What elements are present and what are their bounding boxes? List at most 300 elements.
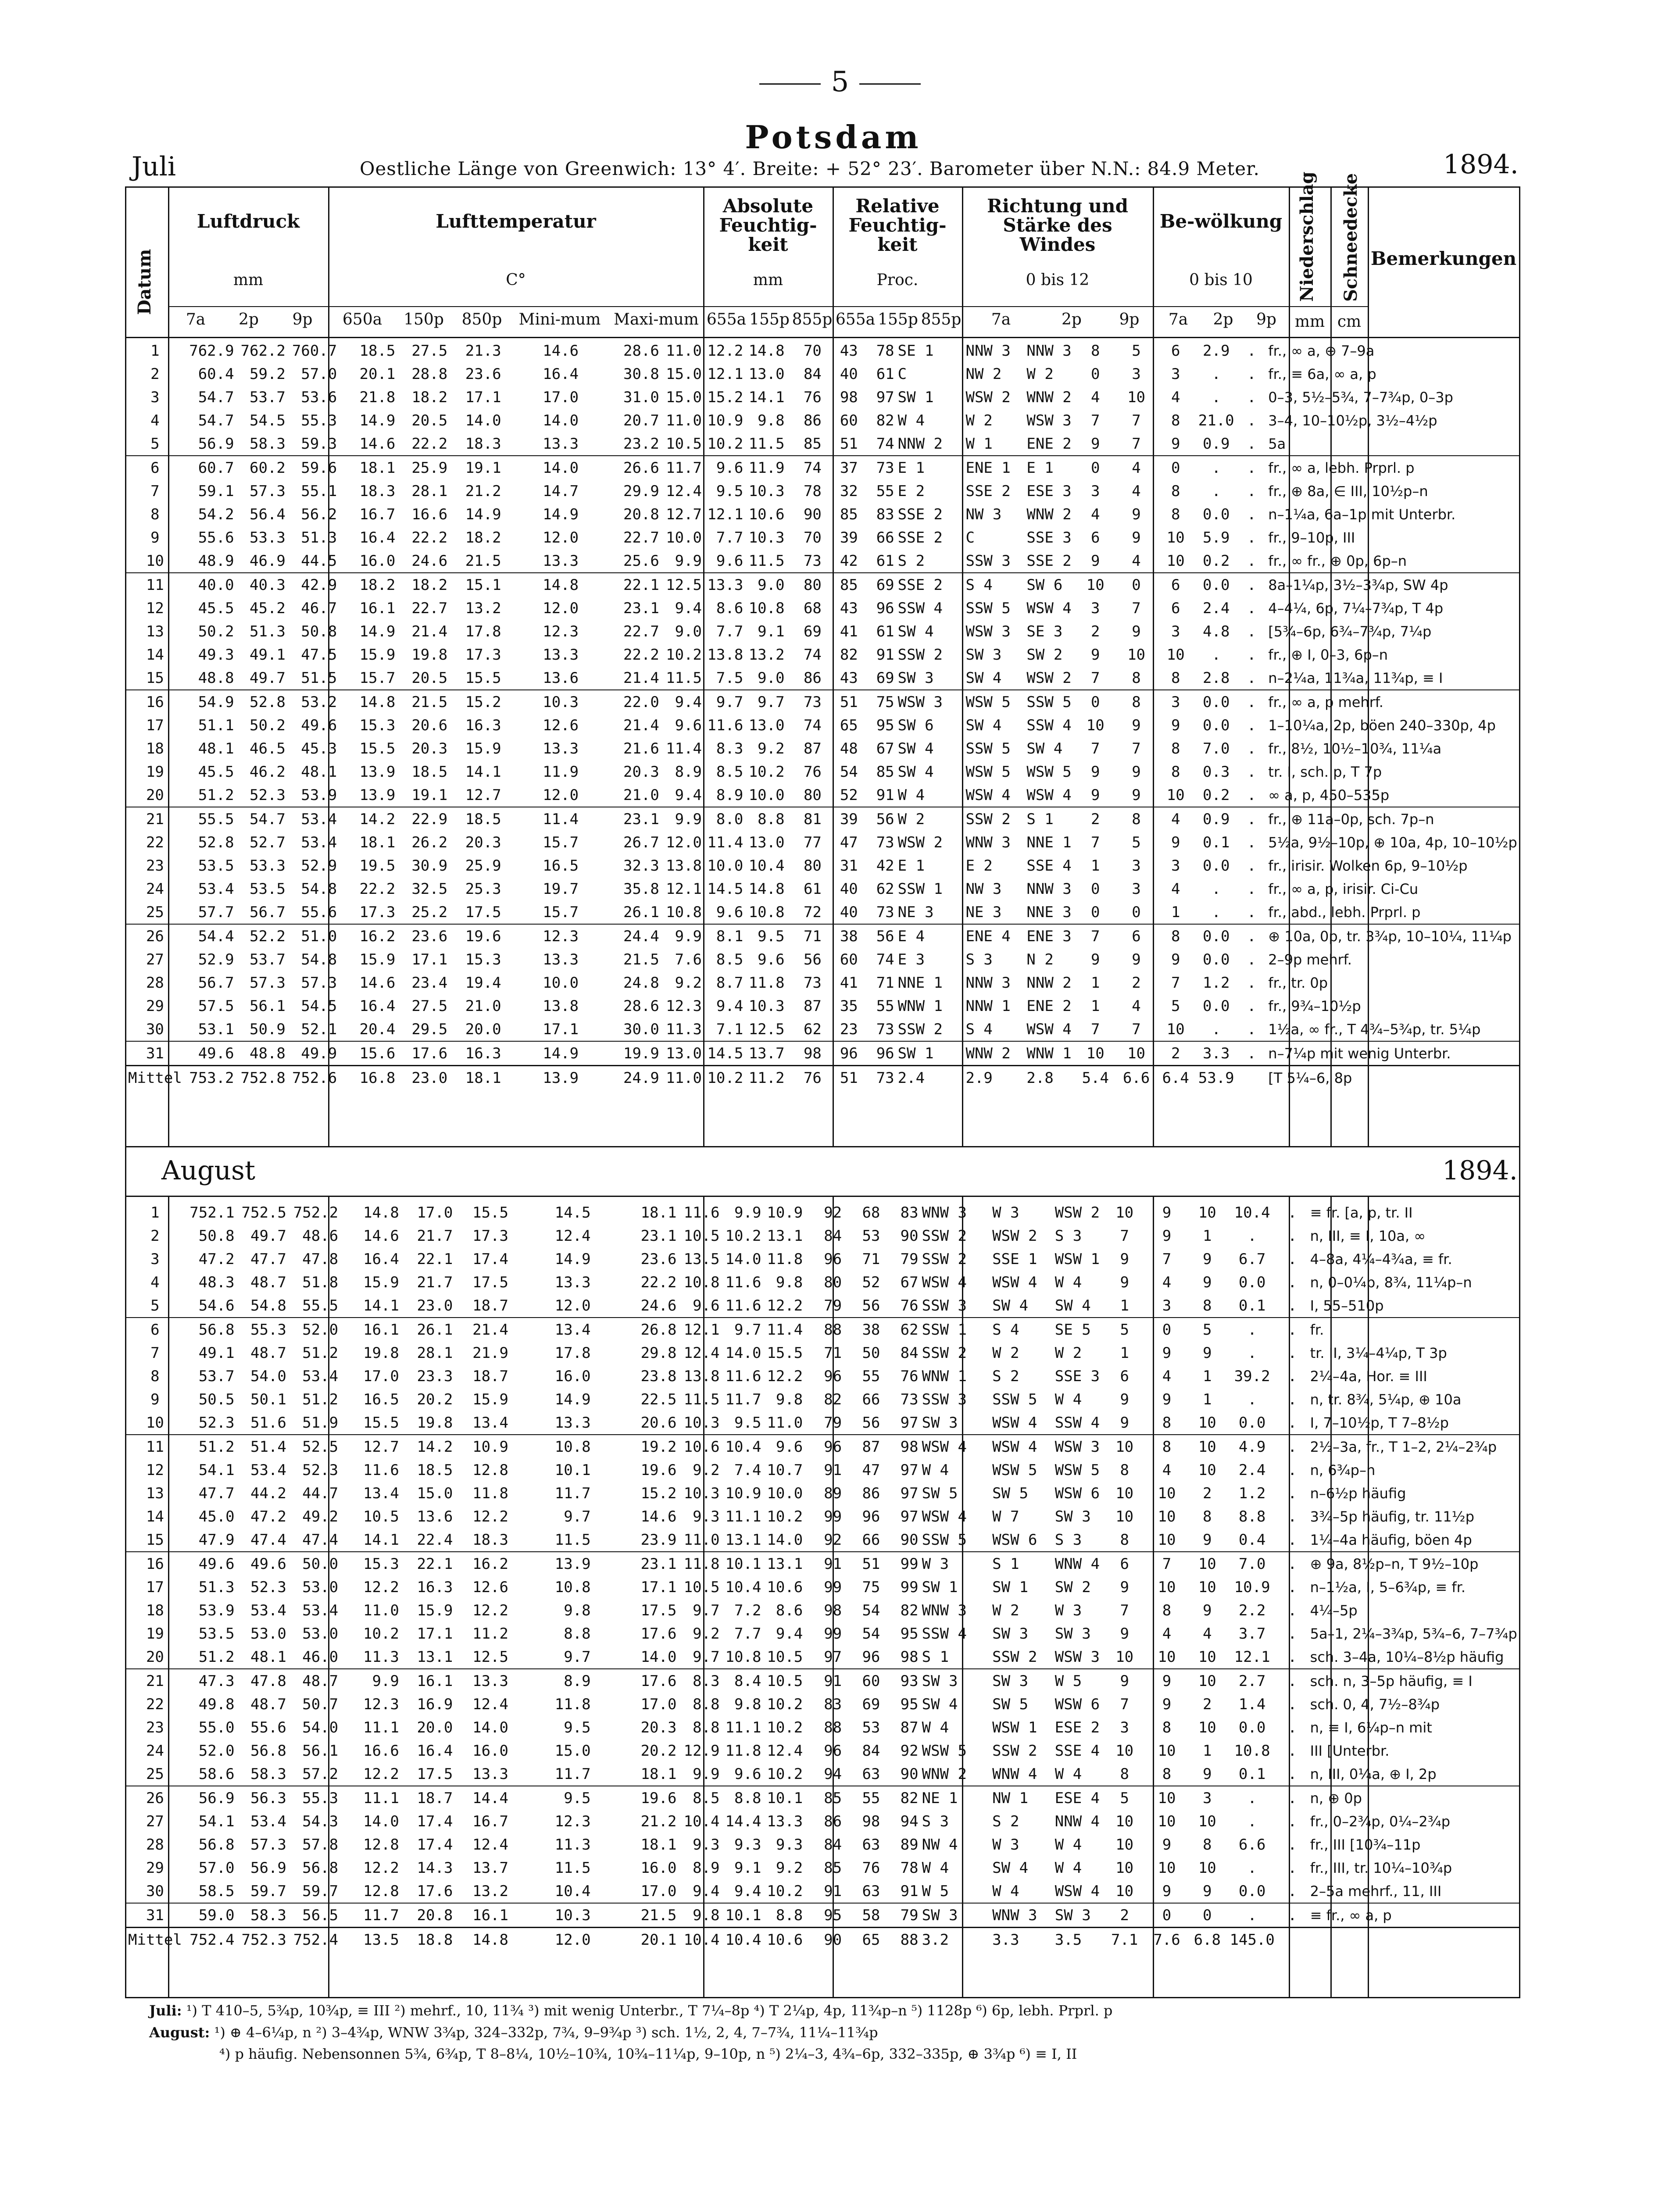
cell: 12.7	[363, 1438, 399, 1456]
cell: 16.3	[465, 716, 501, 734]
cell: 8	[1171, 739, 1180, 757]
cell: 12.7	[666, 505, 702, 523]
table-row	[126, 1435, 1519, 1458]
cell: 14.8	[363, 1204, 399, 1222]
cell: WNW 1	[1026, 1044, 1072, 1062]
cell: 14.1	[363, 1297, 399, 1314]
cell: 7	[1132, 599, 1141, 617]
cell: 11.7	[725, 1390, 761, 1408]
cell: 0	[1132, 576, 1141, 594]
cell: 9.4	[716, 997, 743, 1015]
row-day: 22	[146, 1695, 164, 1713]
cell: 38	[840, 927, 858, 945]
year-label-august: 1894.	[1442, 1155, 1518, 1186]
cell: 47.8	[250, 1672, 286, 1690]
cell: 16.7	[359, 505, 396, 523]
cell: WSW 6	[992, 1531, 1037, 1549]
cell: .	[1212, 365, 1221, 383]
cell: 10.5	[767, 1648, 803, 1666]
cell: SW 4	[992, 1297, 1029, 1314]
footnote-august-text-2: ⁴) p häufig. Nebensonnen 5¾, 6¾p, T 8–8¼, 10½–10¾, 10¾–11¼p, 9–10p, n ⁵) 2¼–3, 4¾–6p, 332–335p, ⊕ 3¾p ⁶) ≡ I, II	[219, 2046, 1077, 2063]
cell: 9.4	[675, 693, 702, 711]
cell: 96	[824, 1367, 842, 1385]
cell: 54.0	[302, 1718, 339, 1736]
cell: 0.2	[1203, 786, 1230, 804]
cell: 21.7	[417, 1227, 453, 1245]
table-row	[126, 666, 1519, 690]
cell: 10.2	[767, 1882, 803, 1900]
header-abs-unit: mm	[753, 271, 783, 289]
table-row	[126, 339, 1519, 362]
cell: 97	[900, 1484, 919, 1502]
cell: 16.2	[472, 1555, 508, 1573]
cell: 84	[824, 1227, 842, 1245]
cell: SW 4	[1054, 1297, 1091, 1314]
cell: 3.5	[1054, 1931, 1082, 1949]
cell: .	[1287, 1250, 1297, 1268]
cell: 11.6	[707, 716, 743, 734]
cell: 11.7	[363, 1906, 399, 1924]
cell: .	[1287, 1204, 1297, 1222]
cell: .	[1212, 482, 1221, 500]
cell: 70	[803, 529, 822, 546]
cell: 12.8	[363, 1882, 399, 1900]
cell: 66	[862, 1531, 880, 1549]
cell: 17.5	[472, 1273, 508, 1291]
cell: SSW 2	[922, 1250, 967, 1268]
cell: 752.3	[241, 1931, 286, 1949]
cell: 13.7	[748, 1044, 785, 1062]
cell: ESE 2	[1054, 1718, 1100, 1736]
cell: 54.5	[249, 411, 286, 429]
table-row	[126, 1856, 1519, 1879]
cell	[1276, 1928, 1308, 1952]
cell: SW 4	[897, 739, 934, 757]
cell: 7.7	[716, 622, 743, 640]
cell: 4	[1162, 1625, 1172, 1643]
cell: 52.0	[198, 1742, 235, 1760]
cell: 10.3	[683, 1414, 720, 1432]
cell: 15.0	[417, 1484, 453, 1502]
table-row	[126, 924, 1519, 948]
cell: 13.4	[472, 1414, 508, 1432]
cell: WSW 4	[992, 1438, 1037, 1456]
row-remark: [T 5¼–6, 8p	[1268, 1069, 1352, 1086]
cell: 3.7	[1238, 1625, 1266, 1643]
cell: WSW 3	[965, 622, 1011, 640]
cell: 49.6	[198, 1555, 235, 1573]
cell: .	[1212, 903, 1221, 921]
table-row	[126, 994, 1519, 1018]
cell: 12.3	[543, 622, 579, 640]
cell: 14.0	[640, 1648, 677, 1666]
cell: 23.1	[623, 599, 659, 617]
cell: 8.4	[734, 1672, 761, 1690]
row-remark	[1308, 1928, 1519, 1952]
cell: 13.5	[683, 1250, 720, 1268]
row-remark: ≡ fr., ∞ a, p	[1310, 1907, 1392, 1924]
cell: 12.7	[465, 786, 501, 804]
cell: 10.1	[725, 1555, 761, 1573]
cell: 2	[1203, 1484, 1212, 1502]
header-rel-unit: Proc.	[876, 271, 919, 289]
cell: 18.3	[359, 482, 396, 500]
cell: 49.1	[249, 646, 286, 664]
cell: 51.4	[250, 1438, 286, 1456]
cell: 57.2	[302, 1765, 339, 1783]
cell: 10	[1158, 1742, 1176, 1760]
cell: SE 3	[1026, 622, 1063, 640]
cell: SE 5	[1054, 1321, 1091, 1339]
cell: 17.0	[417, 1204, 453, 1222]
cell: 9	[1132, 786, 1141, 804]
cell: 10.1	[725, 1906, 761, 1924]
cell: 9.6	[734, 1765, 761, 1783]
cell: 12.4	[472, 1695, 508, 1713]
cell: 2.2	[1238, 1601, 1266, 1619]
row-remark: [5¾–6p, 6¾–7¾p, 7¼p	[1268, 623, 1432, 640]
cell: 8.9	[564, 1672, 591, 1690]
cell: 4	[1132, 997, 1141, 1015]
cell: 8	[1132, 810, 1141, 828]
cell: 52.1	[301, 1020, 337, 1038]
cell: 53.4	[301, 833, 337, 851]
cell: 50.8	[301, 622, 337, 640]
cell: 0	[1091, 903, 1100, 921]
cell: 69	[876, 576, 894, 594]
cell: NNE 1	[1026, 833, 1072, 851]
cell: SW 3	[897, 669, 934, 687]
cell: 10.8	[554, 1438, 591, 1456]
row-day: 10	[146, 1414, 164, 1432]
cell: W 7	[992, 1507, 1019, 1525]
cell: WNW 4	[1054, 1555, 1100, 1573]
cell: 42	[876, 857, 894, 875]
cell: 16.4	[363, 1250, 399, 1268]
cell: 9	[1120, 1414, 1129, 1432]
cell: 55.1	[301, 482, 337, 500]
cell: 145.0	[1230, 1931, 1275, 1949]
cell: .	[1287, 1438, 1297, 1456]
cell: 31.0	[623, 388, 659, 406]
table-row	[126, 971, 1519, 994]
cell: 56.5	[302, 1906, 339, 1924]
cell: 47.2	[250, 1507, 286, 1525]
table-row	[126, 1041, 1519, 1066]
time-label: 655a	[835, 311, 876, 329]
cell: S 3	[1054, 1531, 1082, 1549]
cell: 48.7	[250, 1273, 286, 1291]
cell: NW 2	[965, 365, 1002, 383]
cell: 76	[803, 388, 822, 406]
cell: 45.2	[249, 599, 286, 617]
cell: 6	[1171, 599, 1180, 617]
cell: 10	[1127, 1044, 1146, 1062]
cell: W 2	[1026, 365, 1054, 383]
cell: 17.6	[640, 1672, 677, 1690]
cell: 51.2	[302, 1390, 339, 1408]
cell: .	[1287, 1812, 1297, 1830]
cell: SW 1	[897, 388, 934, 406]
cell: 18.2	[359, 576, 396, 594]
table-row	[126, 1622, 1519, 1645]
row-remark: fr., III, tr. 10¼–10¾p	[1310, 1859, 1452, 1876]
cell: 97	[824, 1648, 842, 1666]
cell: 32.3	[623, 857, 659, 875]
cell: 26.1	[417, 1321, 453, 1339]
cell: WSW 4	[1026, 599, 1072, 617]
cell: 14.8	[748, 880, 785, 898]
cell: 17.0	[640, 1882, 677, 1900]
cell: 57.3	[249, 974, 286, 992]
table-row	[126, 1458, 1519, 1482]
row-day: 30	[146, 1882, 164, 1900]
cell: 60	[862, 1672, 880, 1690]
cell: 12.0	[666, 833, 702, 851]
cell: 8	[1162, 1718, 1172, 1736]
cell: 9.7	[734, 1321, 761, 1339]
cell: 3.3	[992, 1931, 1019, 1949]
footnote-juli-text: ¹) T 410–5, 5¾p, 10¾p, ≡ III ²) mehrf., 10, 11¾ ³) mit wenig Unterbr., T 7¼–8p ⁴) T 2¼p, 4p, 11¾p–n ⁵) 1128p ⁶) 6p, lebh. Prprl. p	[186, 2002, 1113, 2019]
cell: 73	[876, 459, 894, 477]
cell: 49.6	[198, 1044, 234, 1062]
cell: 98	[803, 1044, 822, 1062]
cell: 12.0	[543, 599, 579, 617]
cell: 15.5	[359, 739, 396, 757]
cell: 48	[840, 739, 858, 757]
cell: 17.0	[543, 388, 579, 406]
cell: ENE 2	[1026, 997, 1072, 1015]
cell: 61	[876, 365, 894, 383]
cell: W 4	[1054, 1273, 1082, 1291]
cell: 16.9	[417, 1695, 453, 1713]
row-remark: 5½a, 9½–10p, ⊕ 10a, 4p, 10–10½p	[1268, 834, 1517, 851]
cell: 760.7	[292, 342, 337, 360]
cell: 0	[1162, 1906, 1172, 1924]
cell: 10	[1086, 716, 1105, 734]
cell: 9	[1091, 646, 1100, 664]
cell: S 3	[1054, 1227, 1082, 1245]
table-row	[126, 1716, 1519, 1739]
cell: 27.5	[411, 342, 448, 360]
cell: 18.5	[465, 810, 501, 828]
cell: 7.6	[1153, 1931, 1180, 1949]
cell: NW 3	[965, 505, 1002, 523]
cell: 32.5	[411, 880, 448, 898]
cell: 99	[824, 1625, 842, 1643]
cell: 14.0	[543, 411, 579, 429]
station-coordinates: Oestliche Länge von Greenwich: 13° 4′. Breite: + 52° 23′. Barometer über N.N.: 84.9 Meter.	[360, 158, 1260, 179]
cell: 96	[862, 1648, 880, 1666]
cell: .	[1287, 1648, 1297, 1666]
cell: 9.9	[675, 927, 702, 945]
cell: 752.4	[293, 1931, 339, 1949]
cell: 12.1	[666, 880, 702, 898]
header-relative-feuchtigkeit: Relative Feuchtig-keit	[848, 195, 947, 256]
cell: 13.2	[465, 599, 501, 617]
row-remark: fr.	[1310, 1321, 1324, 1338]
cell: 10.8	[554, 1578, 591, 1596]
cell: 9	[1203, 1882, 1212, 1900]
cell: 13.9	[543, 1069, 579, 1087]
cell: 74	[876, 435, 894, 453]
cell: 50.9	[249, 1020, 286, 1038]
row-remark: 1–10¼a, 2p, böen 240–330p, 4p	[1268, 717, 1496, 734]
cell: 15.1	[465, 576, 501, 594]
cell: 8	[1162, 1438, 1172, 1456]
cell: 55.3	[250, 1321, 286, 1339]
cell: 44.2	[250, 1484, 286, 1502]
cell: 8	[1171, 482, 1180, 500]
row-day: 29	[146, 1859, 164, 1877]
cell: 11.4	[666, 739, 702, 757]
cell: SSE 2	[897, 576, 943, 594]
row-remark: 2½–3a, fr., T 1–2, 2¼–2¾p	[1310, 1438, 1497, 1455]
cell: 21.3	[465, 342, 501, 360]
cell: 20.2	[640, 1742, 677, 1760]
cell: 53.4	[302, 1367, 339, 1385]
cell: 73	[876, 1069, 894, 1087]
cell: 24.6	[411, 552, 448, 570]
cell: 14.0	[543, 459, 579, 477]
cell: 23	[840, 1020, 858, 1038]
cell: 20.6	[411, 716, 448, 734]
cell: 0	[1162, 1321, 1172, 1339]
cell: 13.0	[748, 716, 785, 734]
cell: 76	[803, 763, 822, 781]
cell: .	[1287, 1718, 1297, 1736]
cell: 10	[1158, 1484, 1176, 1502]
cell: 23.4	[411, 974, 448, 992]
august-heading	[126, 1146, 1519, 1197]
cell: 88	[824, 1718, 842, 1736]
cell: 9	[1162, 1882, 1172, 1900]
cell: 53.4	[302, 1601, 339, 1619]
table-row	[126, 1224, 1519, 1247]
cell: 53.7	[249, 950, 286, 968]
table-row	[126, 1341, 1519, 1364]
row-remark: sch. 3–4a, 10¼–8½p häufig	[1310, 1648, 1504, 1665]
cell: 45.3	[301, 739, 337, 757]
cell: 19.5	[359, 857, 396, 875]
cell: 1	[1203, 1227, 1212, 1245]
cell: 57.5	[198, 997, 234, 1015]
cell: 18.2	[465, 529, 501, 546]
cell: 3	[1132, 857, 1141, 875]
cell: .	[1212, 880, 1221, 898]
cell: 4.9	[1238, 1438, 1266, 1456]
cell: 20.1	[640, 1931, 677, 1949]
cell: 23.6	[411, 927, 448, 945]
cell: 22.5	[640, 1390, 677, 1408]
cell: 10.0	[543, 974, 579, 992]
cell: 13.6	[543, 669, 579, 687]
row-day: 28	[146, 974, 164, 992]
cell: 17.5	[465, 903, 501, 921]
cell: 13.3	[707, 576, 743, 594]
time-label: Maxi-mum	[614, 311, 699, 329]
cell: .	[1247, 576, 1256, 594]
footnote-august-label: August:	[149, 2024, 210, 2041]
cell: 27.5	[411, 997, 448, 1015]
cell: 84	[803, 365, 822, 383]
cell: 97	[900, 1414, 919, 1432]
cell: 9	[1091, 763, 1100, 781]
cell: 21.0	[465, 997, 501, 1015]
cell: C	[897, 365, 907, 383]
cell: 96	[824, 1742, 842, 1760]
cell: 5	[1120, 1321, 1129, 1339]
cell: 9	[1120, 1390, 1129, 1408]
cell: 53.4	[198, 880, 234, 898]
cell: 10.2	[725, 1227, 761, 1245]
cell: 6	[1120, 1555, 1129, 1573]
row-day: 7	[150, 1344, 160, 1362]
cell: 0.3	[1203, 763, 1230, 781]
cell: 61	[876, 622, 894, 640]
cell: 10.8	[1234, 1742, 1270, 1760]
cell: C	[965, 529, 975, 546]
time-labels-row	[126, 311, 1368, 335]
cell: 16.8	[359, 1069, 396, 1087]
cell: 13.3	[543, 435, 579, 453]
cell: 10.9	[725, 1484, 761, 1502]
cell: 0	[1091, 459, 1100, 477]
cell: 16.3	[417, 1578, 453, 1596]
cell: 2.4	[1203, 599, 1230, 617]
cell: 88	[824, 1321, 842, 1339]
cell: 53.4	[250, 1812, 286, 1830]
cell: 91	[824, 1555, 842, 1573]
cell: 10	[1158, 1648, 1176, 1666]
cell: 9.2	[675, 974, 702, 992]
footnote-juli-label: Juli:	[149, 2002, 182, 2019]
row-remark: 1¼–4a häufig, böen 4p	[1310, 1531, 1472, 1548]
cell: 51.3	[301, 529, 337, 546]
cell: 16.0	[472, 1742, 508, 1760]
cell: 20.7	[623, 411, 659, 429]
cell: 7	[1120, 1695, 1129, 1713]
cell: 19.4	[465, 974, 501, 992]
cell: 69	[862, 1695, 880, 1713]
cell: .	[1247, 529, 1256, 546]
cell: NNW 3	[1026, 342, 1072, 360]
cell: 3.3	[1203, 1044, 1230, 1062]
cell: 3	[1203, 1789, 1212, 1807]
table-row	[126, 573, 1519, 596]
row-day: 17	[146, 716, 164, 734]
cell: 14.9	[359, 622, 396, 640]
cell: 19.8	[417, 1414, 453, 1432]
cell: 74	[876, 950, 894, 968]
cell: WSW 1	[1054, 1250, 1100, 1268]
cell: S 2	[897, 552, 925, 570]
row-remark: n, ≡ I, 6¼p–n mit	[1310, 1719, 1432, 1736]
cell: 58.5	[198, 1882, 235, 1900]
cell: 6.4	[1162, 1069, 1189, 1087]
cell: 25.9	[411, 459, 448, 477]
cell: 56.1	[249, 997, 286, 1015]
row-remark: fr., ∞ a, p mehrf.	[1268, 693, 1383, 711]
row-remark: 8a–1¼p, 3½–3¾p, SW 4p	[1268, 576, 1448, 593]
cell: 6	[1120, 1367, 1129, 1385]
cell: 30.8	[623, 365, 659, 383]
cell: 38	[862, 1321, 880, 1339]
cell: 32	[840, 482, 858, 500]
cell: 98	[824, 1601, 842, 1619]
table-row	[126, 432, 1519, 456]
cell: 20.4	[359, 1020, 396, 1038]
